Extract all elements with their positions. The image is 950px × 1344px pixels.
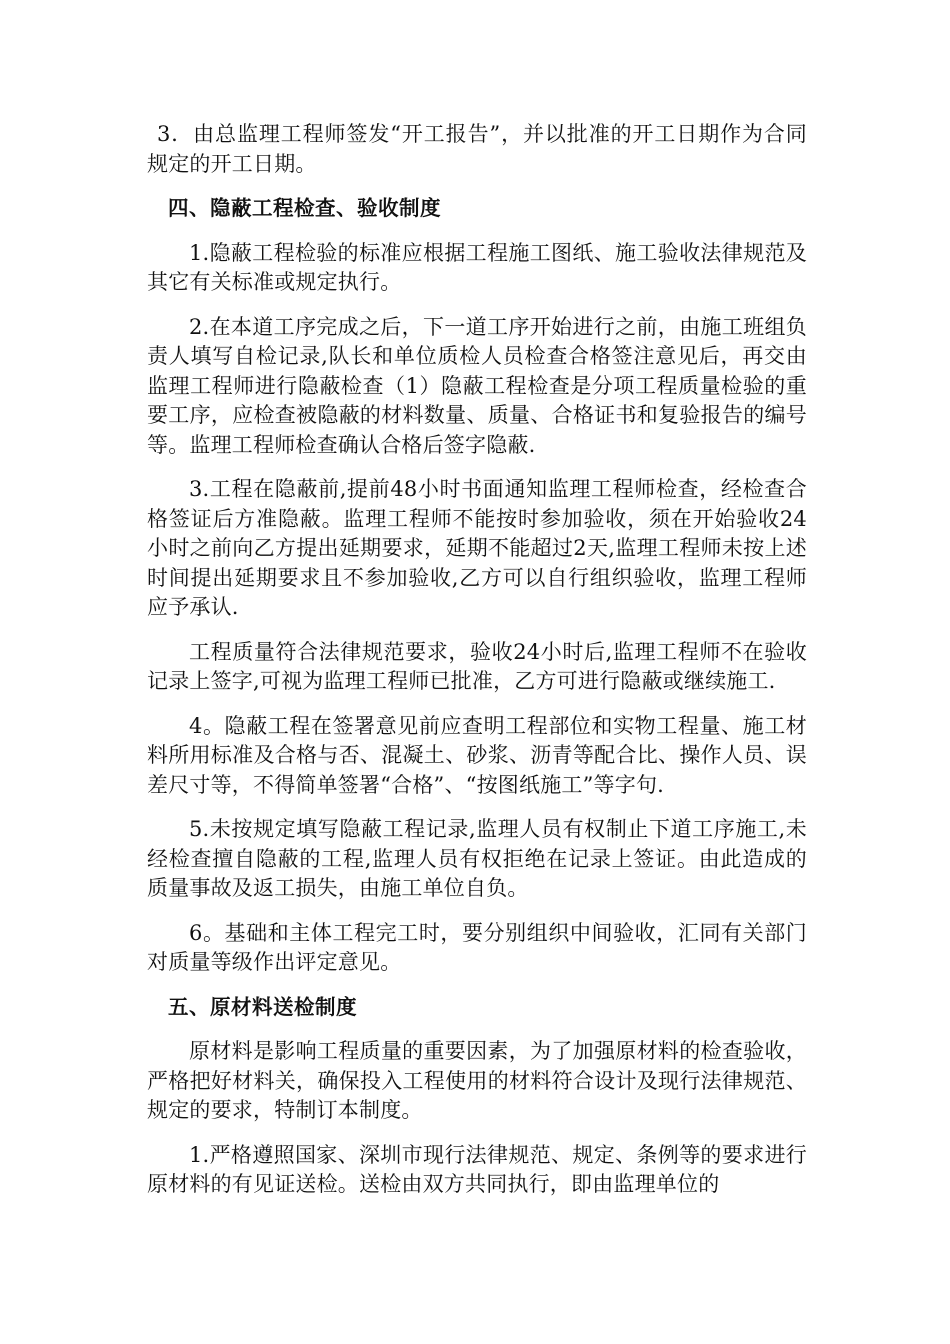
- paragraph-concealed-3b: 工程质量符合法律规范要求，验收24小时后,监理工程师不在验收记录上签字,可视为监理工程师已批准，乙方可进行隐蔽或继续施工.: [147, 639, 807, 693]
- paragraph-material-1: 1.严格遵照国家、深圳市现行法律规范、规定、条例等的要求进行原材料的有见证送检。送检由双方共同执行，即由监理单位的: [147, 1142, 807, 1196]
- paragraph-concealed-3: 3.工程在隐蔽前,提前48小时书面通知监理工程师检查，经检查合格签证后方准隐蔽。监理工程师不能按时参加验收，须在开始验收24小时之前向乙方提出延期要求，延期不能超过2天,监理工程师未按上述时间提出延期要求且不参加验收,乙方可以自行组织验收，监理工程师应予承认.: [147, 477, 807, 619]
- paragraph-start-report: 3．由总监理工程师签发“开工报告”，并以批准的开工日期作为合同规定的开工日期。: [147, 122, 807, 176]
- section-heading-material-testing: 五、原材料送检制度: [168, 994, 357, 1019]
- paragraph-concealed-1: 1.隐蔽工程检验的标准应根据工程施工图纸、施工验收法律规范及其它有关标准或规定执行。: [147, 240, 807, 294]
- paragraph-concealed-5: 5.未按规定填写隐蔽工程记录,监理人员有权制止下道工序施工,未经检查擅自隐蔽的工程,监理人员有权拒绝在记录上签证。由此造成的质量事故及返工损失，由施工单位自负。: [147, 817, 807, 900]
- paragraph-concealed-6: 6。基础和主体工程完工时，要分别组织中间验收，汇同有关部门对质量等级作出评定意见。: [147, 920, 807, 974]
- paragraph-concealed-2: 2.在本道工序完成之后，下一道工序开始进行之前，由施工班组负责人填写自检记录,队长和单位质检人员检查合格签注意见后，再交由监理工程师进行隐蔽检查（1）隐蔽工程检查是分项工程质量检验的重要工序，应检查被隐蔽的材料数量、质量、合格证书和复验报告的编号等。监理工程师检查确认合格后签字隐蔽.: [147, 314, 807, 457]
- section-heading-concealed-works: 四、隐蔽工程检查、验收制度: [168, 196, 441, 220]
- document-body: [147, 120, 807, 1215]
- paragraph-material-intro: 原材料是影响工程质量的重要因素，为了加强原材料的检查验收，严格把好材料关，确保投入工程使用的材料符合设计及现行法律规范、规定的要求，特制订本制度。: [147, 1039, 807, 1122]
- paragraph-concealed-4: 4。隐蔽工程在签署意见前应查明工程部位和实物工程量、施工材料所用标准及合格与否、混凝土、砂浆、沥青等配合比、操作人员、误差尺寸等，不得简单签署“合格”、“按图纸施工”等字句.: [147, 713, 807, 797]
